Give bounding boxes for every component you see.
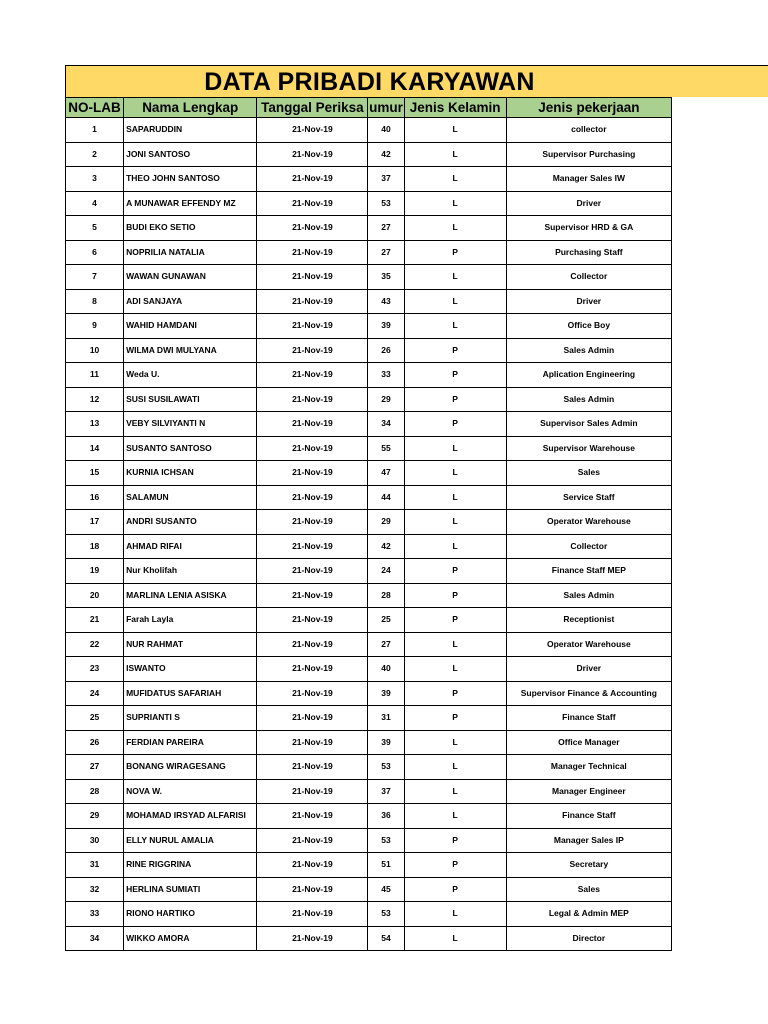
- table-row: [66, 387, 672, 412]
- no-lab-cell[interactable]: 3: [66, 167, 124, 192]
- pekerjaan-cell[interactable]: Manager Sales IP: [506, 828, 671, 853]
- nama-cell[interactable]: RIONO HARTIKO: [124, 902, 257, 927]
- nama-cell[interactable]: JONI SANTOSO: [124, 142, 257, 167]
- header-tanggal-periksa[interactable]: Tanggal Periksa: [257, 98, 368, 118]
- umur-cell[interactable]: 34: [368, 412, 404, 437]
- pekerjaan-cell[interactable]: Service Staff: [506, 485, 671, 510]
- header-umur[interactable]: umur: [368, 98, 404, 118]
- no-lab-cell[interactable]: 13: [66, 412, 124, 437]
- no-lab-cell[interactable]: 2: [66, 142, 124, 167]
- kelamin-cell[interactable]: L: [404, 461, 506, 486]
- pekerjaan-cell[interactable]: Driver: [506, 657, 671, 682]
- no-lab-cell[interactable]: 27: [66, 755, 124, 780]
- nama-cell[interactable]: SAPARUDDIN: [124, 118, 257, 143]
- table-row: [66, 681, 672, 706]
- tanggal-cell[interactable]: 21-Nov-19: [257, 755, 368, 780]
- nama-cell[interactable]: ISWANTO: [124, 657, 257, 682]
- no-lab-cell[interactable]: 31: [66, 853, 124, 878]
- kelamin-cell[interactable]: L: [404, 142, 506, 167]
- tanggal-cell[interactable]: 21-Nov-19: [257, 240, 368, 265]
- kelamin-cell[interactable]: L: [404, 314, 506, 339]
- tanggal-cell[interactable]: 21-Nov-19: [257, 510, 368, 535]
- no-lab-cell[interactable]: 9: [66, 314, 124, 339]
- no-lab-cell[interactable]: 34: [66, 926, 124, 951]
- pekerjaan-cell[interactable]: Legal & Admin MEP: [506, 902, 671, 927]
- umur-cell[interactable]: 35: [368, 265, 404, 290]
- nama-cell[interactable]: BUDI EKO SETIO: [124, 216, 257, 241]
- tanggal-cell[interactable]: 21-Nov-19: [257, 706, 368, 731]
- no-lab-cell[interactable]: 17: [66, 510, 124, 535]
- umur-cell[interactable]: 37: [368, 779, 404, 804]
- umur-cell[interactable]: 39: [368, 681, 404, 706]
- kelamin-cell[interactable]: P: [404, 681, 506, 706]
- tanggal-cell[interactable]: 21-Nov-19: [257, 387, 368, 412]
- table-row: [66, 828, 672, 853]
- tanggal-cell[interactable]: 21-Nov-19: [257, 608, 368, 633]
- no-lab-cell[interactable]: 29: [66, 804, 124, 829]
- no-lab-cell[interactable]: 32: [66, 877, 124, 902]
- umur-cell[interactable]: 36: [368, 804, 404, 829]
- umur-cell[interactable]: 37: [368, 167, 404, 192]
- kelamin-cell[interactable]: L: [404, 265, 506, 290]
- nama-cell[interactable]: WILMA DWI MULYANA: [124, 338, 257, 363]
- tanggal-cell[interactable]: 21-Nov-19: [257, 583, 368, 608]
- nama-cell[interactable]: NOPRILIA NATALIA: [124, 240, 257, 265]
- nama-cell[interactable]: SUSI SUSILAWATI: [124, 387, 257, 412]
- umur-cell[interactable]: 40: [368, 657, 404, 682]
- no-lab-cell[interactable]: 26: [66, 730, 124, 755]
- tanggal-cell[interactable]: 21-Nov-19: [257, 902, 368, 927]
- no-lab-cell[interactable]: 24: [66, 681, 124, 706]
- tanggal-cell[interactable]: 21-Nov-19: [257, 412, 368, 437]
- tanggal-cell[interactable]: 21-Nov-19: [257, 534, 368, 559]
- umur-cell[interactable]: 55: [368, 436, 404, 461]
- nama-cell[interactable]: NOVA W.: [124, 779, 257, 804]
- umur-cell[interactable]: 45: [368, 877, 404, 902]
- umur-cell[interactable]: 29: [368, 510, 404, 535]
- table-row: [66, 240, 672, 265]
- nama-cell[interactable]: ANDRI SUSANTO: [124, 510, 257, 535]
- tanggal-cell[interactable]: 21-Nov-19: [257, 265, 368, 290]
- nama-cell[interactable]: NUR RAHMAT: [124, 632, 257, 657]
- umur-cell[interactable]: 28: [368, 583, 404, 608]
- pekerjaan-cell[interactable]: Supervisor HRD & GA: [506, 216, 671, 241]
- no-lab-cell[interactable]: 15: [66, 461, 124, 486]
- tanggal-cell[interactable]: 21-Nov-19: [257, 118, 368, 143]
- pekerjaan-cell[interactable]: Finance Staff: [506, 706, 671, 731]
- tanggal-cell[interactable]: 21-Nov-19: [257, 730, 368, 755]
- tanggal-cell[interactable]: 21-Nov-19: [257, 657, 368, 682]
- nama-cell[interactable]: A MUNAWAR EFFENDY MZ: [124, 191, 257, 216]
- nama-cell[interactable]: ADI SANJAYA: [124, 289, 257, 314]
- pekerjaan-cell[interactable]: Supervisor Finance & Accounting: [506, 681, 671, 706]
- table-row: [66, 265, 672, 290]
- tanggal-cell[interactable]: 21-Nov-19: [257, 363, 368, 388]
- table-row: [66, 338, 672, 363]
- umur-cell[interactable]: 40: [368, 118, 404, 143]
- table-row: [66, 534, 672, 559]
- pekerjaan-cell[interactable]: Finance Staff MEP: [506, 559, 671, 584]
- table-row: [66, 216, 672, 241]
- no-lab-cell[interactable]: 8: [66, 289, 124, 314]
- tanggal-cell[interactable]: 21-Nov-19: [257, 779, 368, 804]
- table-body: [66, 118, 672, 951]
- kelamin-cell[interactable]: P: [404, 412, 506, 437]
- header-nama-lengkap[interactable]: Nama Lengkap: [124, 98, 257, 118]
- kelamin-cell[interactable]: L: [404, 755, 506, 780]
- kelamin-cell[interactable]: P: [404, 338, 506, 363]
- nama-cell[interactable]: FERDIAN PAREIRA: [124, 730, 257, 755]
- header-row: [66, 98, 672, 118]
- kelamin-cell[interactable]: L: [404, 632, 506, 657]
- tanggal-cell[interactable]: 21-Nov-19: [257, 338, 368, 363]
- spreadsheet: [65, 65, 672, 951]
- umur-cell[interactable]: 25: [368, 608, 404, 633]
- no-lab-cell[interactable]: 6: [66, 240, 124, 265]
- no-lab-cell[interactable]: 12: [66, 387, 124, 412]
- kelamin-cell[interactable]: L: [404, 191, 506, 216]
- umur-cell[interactable]: 27: [368, 216, 404, 241]
- kelamin-cell[interactable]: P: [404, 706, 506, 731]
- kelamin-cell[interactable]: L: [404, 510, 506, 535]
- umur-cell[interactable]: 24: [368, 559, 404, 584]
- tanggal-cell[interactable]: 21-Nov-19: [257, 681, 368, 706]
- pekerjaan-cell[interactable]: Receptionist: [506, 608, 671, 633]
- table-row: [66, 289, 672, 314]
- nama-cell[interactable]: WIKKO AMORA: [124, 926, 257, 951]
- table-row: [66, 436, 672, 461]
- kelamin-cell[interactable]: L: [404, 902, 506, 927]
- nama-cell[interactable]: Weda U.: [124, 363, 257, 388]
- umur-cell[interactable]: 29: [368, 387, 404, 412]
- nama-cell[interactable]: THEO JOHN SANTOSO: [124, 167, 257, 192]
- kelamin-cell[interactable]: L: [404, 216, 506, 241]
- no-lab-cell[interactable]: 18: [66, 534, 124, 559]
- umur-cell[interactable]: 47: [368, 461, 404, 486]
- title-band: [65, 65, 768, 97]
- kelamin-cell[interactable]: P: [404, 559, 506, 584]
- table-row: [66, 706, 672, 731]
- table-row: [66, 877, 672, 902]
- table-row: [66, 755, 672, 780]
- tanggal-cell[interactable]: 21-Nov-19: [257, 559, 368, 584]
- pekerjaan-cell[interactable]: Driver: [506, 289, 671, 314]
- kelamin-cell[interactable]: P: [404, 608, 506, 633]
- no-lab-cell[interactable]: 33: [66, 902, 124, 927]
- umur-cell[interactable]: 53: [368, 755, 404, 780]
- umur-cell[interactable]: 39: [368, 314, 404, 339]
- kelamin-cell[interactable]: L: [404, 926, 506, 951]
- no-lab-cell[interactable]: 7: [66, 265, 124, 290]
- header-jenis-pekerjaan[interactable]: Jenis pekerjaan: [506, 98, 671, 118]
- nama-cell[interactable]: SUPRIANTI S: [124, 706, 257, 731]
- kelamin-cell[interactable]: P: [404, 583, 506, 608]
- header-no-lab[interactable]: NO-LAB: [66, 98, 124, 118]
- nama-cell[interactable]: KURNIA ICHSAN: [124, 461, 257, 486]
- table-row: [66, 412, 672, 437]
- table-row: [66, 485, 672, 510]
- table-row: [66, 779, 672, 804]
- umur-cell[interactable]: 43: [368, 289, 404, 314]
- kelamin-cell[interactable]: L: [404, 436, 506, 461]
- umur-cell[interactable]: 54: [368, 926, 404, 951]
- nama-cell[interactable]: SALAMUN: [124, 485, 257, 510]
- pekerjaan-cell[interactable]: Sales: [506, 877, 671, 902]
- table-row: [66, 657, 672, 682]
- nama-cell[interactable]: WAWAN GUNAWAN: [124, 265, 257, 290]
- kelamin-cell[interactable]: L: [404, 289, 506, 314]
- tanggal-cell[interactable]: 21-Nov-19: [257, 853, 368, 878]
- no-lab-cell[interactable]: 4: [66, 191, 124, 216]
- nama-cell[interactable]: VEBY SILVIYANTI N: [124, 412, 257, 437]
- pekerjaan-cell[interactable]: Manager Sales IW: [506, 167, 671, 192]
- umur-cell[interactable]: 39: [368, 730, 404, 755]
- pekerjaan-cell[interactable]: Manager Technical: [506, 755, 671, 780]
- pekerjaan-cell[interactable]: Collector: [506, 534, 671, 559]
- tanggal-cell[interactable]: 21-Nov-19: [257, 289, 368, 314]
- pekerjaan-cell[interactable]: Supervisor Sales Admin: [506, 412, 671, 437]
- umur-cell[interactable]: 44: [368, 485, 404, 510]
- pekerjaan-cell[interactable]: Sales Admin: [506, 387, 671, 412]
- umur-cell[interactable]: 53: [368, 828, 404, 853]
- umur-cell[interactable]: 53: [368, 902, 404, 927]
- table-row: [66, 314, 672, 339]
- nama-cell[interactable]: MOHAMAD IRSYAD ALFARISI: [124, 804, 257, 829]
- kelamin-cell[interactable]: L: [404, 534, 506, 559]
- pekerjaan-cell[interactable]: Office Boy: [506, 314, 671, 339]
- table-row: [66, 510, 672, 535]
- pekerjaan-cell[interactable]: collector: [506, 118, 671, 143]
- pekerjaan-cell[interactable]: Finance Staff: [506, 804, 671, 829]
- table-row: [66, 804, 672, 829]
- umur-cell[interactable]: 31: [368, 706, 404, 731]
- pekerjaan-cell[interactable]: Manager Engineer: [506, 779, 671, 804]
- nama-cell[interactable]: Nur Kholifah: [124, 559, 257, 584]
- nama-cell[interactable]: WAHID HAMDANI: [124, 314, 257, 339]
- umur-cell[interactable]: 42: [368, 534, 404, 559]
- nama-cell[interactable]: HERLINA SUMIATI: [124, 877, 257, 902]
- pekerjaan-cell[interactable]: Sales Admin: [506, 583, 671, 608]
- umur-cell[interactable]: 42: [368, 142, 404, 167]
- pekerjaan-cell[interactable]: Supervisor Purchasing: [506, 142, 671, 167]
- kelamin-cell[interactable]: P: [404, 363, 506, 388]
- table-row: [66, 118, 672, 143]
- nama-cell[interactable]: RINE RIGGRINA: [124, 853, 257, 878]
- nama-cell[interactable]: Farah Layla: [124, 608, 257, 633]
- table-row: [66, 559, 672, 584]
- tanggal-cell[interactable]: 21-Nov-19: [257, 877, 368, 902]
- tanggal-cell[interactable]: 21-Nov-19: [257, 142, 368, 167]
- pekerjaan-cell[interactable]: Collector: [506, 265, 671, 290]
- no-lab-cell[interactable]: 20: [66, 583, 124, 608]
- nama-cell[interactable]: MUFIDATUS SAFARIAH: [124, 681, 257, 706]
- table-row: [66, 167, 672, 192]
- pekerjaan-cell[interactable]: Director: [506, 926, 671, 951]
- kelamin-cell[interactable]: L: [404, 804, 506, 829]
- no-lab-cell[interactable]: 11: [66, 363, 124, 388]
- tanggal-cell[interactable]: 21-Nov-19: [257, 632, 368, 657]
- nama-cell[interactable]: MARLINA LENIA ASISKA: [124, 583, 257, 608]
- umur-cell[interactable]: 27: [368, 632, 404, 657]
- employee-table: [65, 97, 672, 951]
- pekerjaan-cell[interactable]: Secretary: [506, 853, 671, 878]
- kelamin-cell[interactable]: P: [404, 240, 506, 265]
- nama-cell[interactable]: ELLY NURUL AMALIA: [124, 828, 257, 853]
- no-lab-cell[interactable]: 16: [66, 485, 124, 510]
- pekerjaan-cell[interactable]: Sales Admin: [506, 338, 671, 363]
- table-row: [66, 926, 672, 951]
- nama-cell[interactable]: AHMAD RIFAI: [124, 534, 257, 559]
- tanggal-cell[interactable]: 21-Nov-19: [257, 167, 368, 192]
- table-row: [66, 730, 672, 755]
- pekerjaan-cell[interactable]: Sales: [506, 461, 671, 486]
- no-lab-cell[interactable]: 28: [66, 779, 124, 804]
- table-row: [66, 461, 672, 486]
- no-lab-cell[interactable]: 22: [66, 632, 124, 657]
- table-row: [66, 902, 672, 927]
- no-lab-cell[interactable]: 25: [66, 706, 124, 731]
- umur-cell[interactable]: 33: [368, 363, 404, 388]
- umur-cell[interactable]: 51: [368, 853, 404, 878]
- tanggal-cell[interactable]: 21-Nov-19: [257, 804, 368, 829]
- tanggal-cell[interactable]: 21-Nov-19: [257, 436, 368, 461]
- tanggal-cell[interactable]: 21-Nov-19: [257, 191, 368, 216]
- no-lab-cell[interactable]: 23: [66, 657, 124, 682]
- pekerjaan-cell[interactable]: Operator Warehouse: [506, 510, 671, 535]
- nama-cell[interactable]: SUSANTO SANTOSO: [124, 436, 257, 461]
- header-jenis-kelamin[interactable]: Jenis Kelamin: [404, 98, 506, 118]
- sheet-title: DATA PRIBADI KARYAWAN: [204, 68, 535, 96]
- kelamin-cell[interactable]: L: [404, 657, 506, 682]
- tanggal-cell[interactable]: 21-Nov-19: [257, 485, 368, 510]
- kelamin-cell[interactable]: P: [404, 877, 506, 902]
- umur-cell[interactable]: 26: [368, 338, 404, 363]
- tanggal-cell[interactable]: 21-Nov-19: [257, 314, 368, 339]
- no-lab-cell[interactable]: 1: [66, 118, 124, 143]
- no-lab-cell[interactable]: 10: [66, 338, 124, 363]
- table-row: [66, 608, 672, 633]
- no-lab-cell[interactable]: 21: [66, 608, 124, 633]
- kelamin-cell[interactable]: P: [404, 387, 506, 412]
- kelamin-cell[interactable]: L: [404, 118, 506, 143]
- table-row: [66, 191, 672, 216]
- table-row: [66, 363, 672, 388]
- pekerjaan-cell[interactable]: Supervisor Warehouse: [506, 436, 671, 461]
- pekerjaan-cell[interactable]: Driver: [506, 191, 671, 216]
- pekerjaan-cell[interactable]: Purchasing Staff: [506, 240, 671, 265]
- kelamin-cell[interactable]: P: [404, 853, 506, 878]
- no-lab-cell[interactable]: 19: [66, 559, 124, 584]
- table-row: [66, 632, 672, 657]
- nama-cell[interactable]: BONANG WIRAGESANG: [124, 755, 257, 780]
- no-lab-cell[interactable]: 30: [66, 828, 124, 853]
- pekerjaan-cell[interactable]: Office Manager: [506, 730, 671, 755]
- table-row: [66, 853, 672, 878]
- table-row: [66, 142, 672, 167]
- tanggal-cell[interactable]: 21-Nov-19: [257, 828, 368, 853]
- pekerjaan-cell[interactable]: Aplication Engineering: [506, 363, 671, 388]
- no-lab-cell[interactable]: 5: [66, 216, 124, 241]
- kelamin-cell[interactable]: L: [404, 485, 506, 510]
- kelamin-cell[interactable]: L: [404, 779, 506, 804]
- umur-cell[interactable]: 53: [368, 191, 404, 216]
- tanggal-cell[interactable]: 21-Nov-19: [257, 461, 368, 486]
- table-row: [66, 583, 672, 608]
- no-lab-cell[interactable]: 14: [66, 436, 124, 461]
- kelamin-cell[interactable]: L: [404, 730, 506, 755]
- kelamin-cell[interactable]: P: [404, 828, 506, 853]
- kelamin-cell[interactable]: L: [404, 167, 506, 192]
- tanggal-cell[interactable]: 21-Nov-19: [257, 216, 368, 241]
- umur-cell[interactable]: 27: [368, 240, 404, 265]
- tanggal-cell[interactable]: 21-Nov-19: [257, 926, 368, 951]
- pekerjaan-cell[interactable]: Operator Warehouse: [506, 632, 671, 657]
